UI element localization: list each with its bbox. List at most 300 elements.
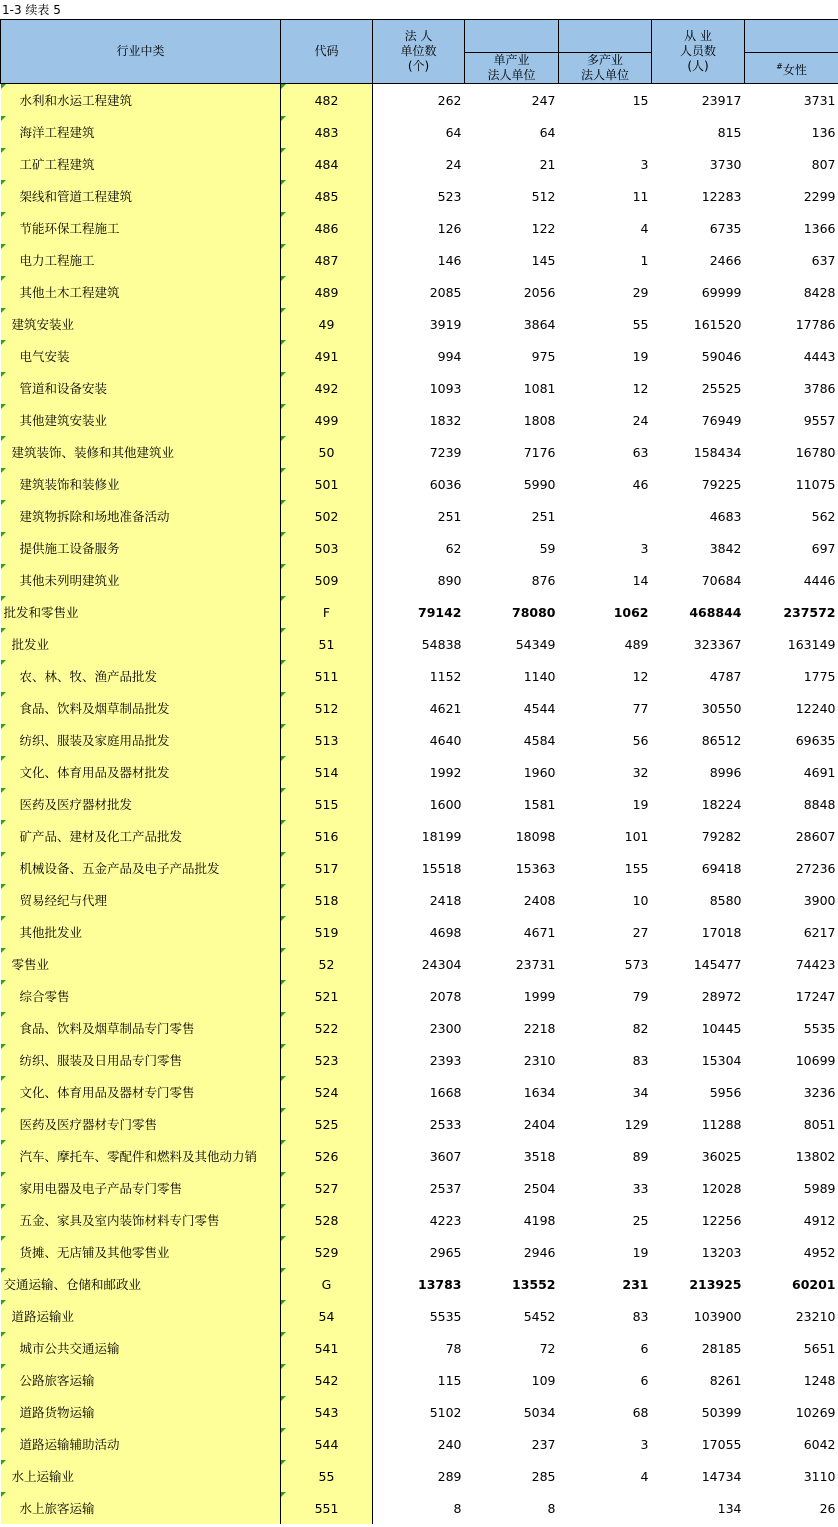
- single-industry-cell: 1081: [523, 380, 556, 396]
- table-row: [1, 628, 838, 660]
- employees-cell: 3730: [709, 156, 742, 172]
- single-industry-cell: 1808: [523, 412, 556, 428]
- industry-cell: [1, 84, 281, 117]
- industry-name: 食品、饮料及烟草制品批发: [19, 701, 170, 716]
- code-cell: 522: [281, 1012, 373, 1044]
- header-emp-line1: 从 业: [684, 29, 712, 43]
- legal-units-cell: 64: [445, 124, 462, 140]
- female-cell: 9557: [803, 412, 836, 428]
- single-industry-cell: 2408: [523, 892, 556, 908]
- employees-cell: 69418: [701, 860, 742, 876]
- single-industry-cell: 3518: [523, 1148, 556, 1164]
- employees-cell: 25525: [701, 380, 742, 396]
- code-cell: 524: [281, 1076, 373, 1108]
- table-row: [1, 1108, 838, 1140]
- female-cell: 4952: [803, 1244, 836, 1260]
- single-industry-cell: 1634: [523, 1084, 556, 1100]
- industry-name: 交通运输、仓储和邮政业: [3, 1277, 142, 1292]
- single-industry-cell: 876: [531, 572, 556, 588]
- code-cell: 50: [281, 436, 373, 468]
- industry-name: 综合零售: [19, 989, 70, 1004]
- industry-name: 架线和管道工程建筑: [19, 189, 133, 204]
- legal-units-cell: 2078: [429, 988, 462, 1004]
- industry-cell: [1, 564, 281, 596]
- multi-industry-cell: 19: [632, 1244, 649, 1260]
- female-cell: 12240: [795, 700, 836, 716]
- table-row: [1, 852, 838, 884]
- employees-cell: 17055: [701, 1436, 742, 1452]
- employees-cell: 2466: [709, 252, 742, 268]
- table-row: [1, 276, 838, 308]
- table-row: [1, 1364, 838, 1396]
- industry-name: 水利和水运工程建筑: [19, 93, 133, 108]
- multi-industry-cell: 25: [632, 1212, 649, 1228]
- employees-cell: 50399: [701, 1404, 742, 1420]
- single-industry-cell: 1960: [523, 764, 556, 780]
- code-cell: 514: [281, 756, 373, 788]
- industry-cell: [1, 628, 281, 660]
- table-row: [1, 308, 838, 340]
- female-cell: 17247: [795, 988, 836, 1004]
- code-cell: 544: [281, 1428, 373, 1460]
- industry-name: 医药及医疗器材专门零售: [19, 1117, 158, 1132]
- single-industry-cell: 7176: [523, 444, 556, 460]
- legal-units-cell: 4621: [429, 700, 462, 716]
- single-industry-cell: 2504: [523, 1180, 556, 1196]
- female-cell: 8051: [803, 1116, 836, 1132]
- table-row: [1, 564, 838, 596]
- multi-industry-cell: 11: [632, 188, 649, 204]
- statistics-table: [0, 19, 838, 1524]
- header-multi-line2: 法人单位: [580, 68, 629, 82]
- header-female: [745, 53, 838, 84]
- industry-cell: [1, 1172, 281, 1204]
- single-industry-cell: 5034: [523, 1404, 556, 1420]
- single-industry-cell: 2404: [523, 1116, 556, 1132]
- legal-units-cell: 54838: [421, 636, 462, 652]
- table-header: [1, 20, 838, 84]
- employees-cell: 158434: [693, 444, 742, 460]
- female-cell: 16780: [795, 444, 836, 460]
- employees-cell: 10445: [701, 1020, 742, 1036]
- female-cell: 3236: [803, 1084, 836, 1100]
- industry-name: 家用电器及电子产品专门零售: [19, 1181, 183, 1196]
- legal-units-cell: 1668: [429, 1084, 462, 1100]
- code-cell: 489: [281, 276, 373, 308]
- female-cell: 3786: [803, 380, 836, 396]
- code-cell: 511: [281, 660, 373, 692]
- employees-cell: 79225: [701, 476, 742, 492]
- single-industry-cell: 1999: [523, 988, 556, 1004]
- table-row: [1, 148, 838, 180]
- table-row: [1, 212, 838, 244]
- female-cell: 3731: [803, 92, 836, 108]
- single-industry-cell: 285: [531, 1468, 556, 1484]
- industry-cell: [1, 1396, 281, 1428]
- multi-industry-cell: 129: [624, 1116, 649, 1132]
- industry-cell: [1, 884, 281, 916]
- female-cell: 697: [811, 540, 836, 556]
- industry-name: 公路旅客运输: [19, 1373, 95, 1388]
- single-industry-cell: 122: [531, 220, 556, 236]
- table-row: [1, 692, 838, 724]
- code-cell: 484: [281, 148, 373, 180]
- legal-units-cell: 4698: [429, 924, 462, 940]
- industry-cell: [1, 692, 281, 724]
- industry-name: 建筑装饰、装修和其他建筑业: [11, 445, 175, 460]
- multi-industry-cell: [559, 1492, 652, 1524]
- industry-cell: [1, 916, 281, 948]
- code-cell: F: [281, 596, 373, 628]
- industry-cell: [1, 1204, 281, 1236]
- female-cell: 28607: [795, 828, 836, 844]
- table-row: [1, 980, 838, 1012]
- female-cell: 26: [819, 1500, 836, 1516]
- legal-units-cell: 289: [437, 1468, 462, 1484]
- employees-cell: 13203: [701, 1244, 742, 1260]
- table-row: [1, 468, 838, 500]
- legal-units-cell: 1600: [429, 796, 462, 812]
- employees-cell: 59046: [701, 348, 742, 364]
- code-cell: 525: [281, 1108, 373, 1140]
- legal-units-cell: 1832: [429, 412, 462, 428]
- table-row: [1, 948, 838, 980]
- industry-name: 五金、家具及室内装饰材料专门零售: [19, 1213, 220, 1228]
- multi-industry-cell: 63: [632, 444, 649, 460]
- employees-cell: 18224: [701, 796, 742, 812]
- multi-industry-cell: 3: [640, 156, 649, 172]
- employees-cell: 86512: [701, 732, 742, 748]
- code-cell: G: [281, 1268, 373, 1300]
- multi-industry-cell: 77: [632, 700, 649, 716]
- multi-industry-cell: 1062: [613, 604, 649, 620]
- table-row: [1, 1492, 838, 1524]
- legal-units-cell: 4223: [429, 1212, 462, 1228]
- industry-name: 矿产品、建材及化工产品批发: [19, 829, 183, 844]
- industry-cell: [1, 1012, 281, 1044]
- industry-cell: [1, 276, 281, 308]
- legal-units-cell: 3919: [429, 316, 462, 332]
- industry-cell: [1, 1492, 281, 1524]
- multi-industry-cell: 10: [632, 892, 649, 908]
- female-cell: 562: [811, 508, 836, 524]
- single-industry-cell: 21: [539, 156, 556, 172]
- female-cell: 807: [811, 156, 836, 172]
- single-industry-cell: 59: [539, 540, 556, 556]
- employees-cell: 28972: [701, 988, 742, 1004]
- table-row: [1, 1332, 838, 1364]
- table-row: [1, 756, 838, 788]
- industry-name: 零售业: [11, 957, 50, 972]
- multi-industry-cell: 29: [632, 284, 649, 300]
- code-cell: 487: [281, 244, 373, 276]
- code-cell: 51: [281, 628, 373, 660]
- industry-cell: [1, 660, 281, 692]
- employees-cell: 36025: [701, 1148, 742, 1164]
- multi-industry-cell: 4: [640, 1468, 649, 1484]
- single-industry-cell: 1581: [523, 796, 556, 812]
- legal-units-cell: 1093: [429, 380, 462, 396]
- legal-units-cell: 890: [437, 572, 462, 588]
- industry-name: 建筑装饰和装修业: [19, 477, 120, 492]
- multi-industry-cell: 573: [624, 956, 649, 972]
- table-row: [1, 1140, 838, 1172]
- female-cell: 637: [811, 252, 836, 268]
- employees-cell: 213925: [689, 1276, 742, 1292]
- industry-cell: [1, 596, 281, 628]
- employees-cell: 14734: [701, 1468, 742, 1484]
- industry-cell: [1, 1236, 281, 1268]
- industry-cell: [1, 788, 281, 820]
- table-row: [1, 596, 838, 628]
- table-row: [1, 116, 838, 148]
- code-cell: 491: [281, 340, 373, 372]
- single-industry-cell: 512: [531, 188, 556, 204]
- legal-units-cell: 18199: [421, 828, 462, 844]
- employees-cell: 76949: [701, 412, 742, 428]
- table-row: [1, 1428, 838, 1460]
- single-industry-cell: 5452: [523, 1308, 556, 1324]
- table-row: [1, 404, 838, 436]
- industry-name: 建筑安装业: [11, 317, 75, 332]
- employees-cell: 12283: [701, 188, 742, 204]
- multi-industry-cell: 3: [640, 540, 649, 556]
- employees-cell: 815: [717, 124, 742, 140]
- industry-name: 电气安装: [19, 349, 70, 364]
- header-female-label: 女性: [782, 62, 807, 77]
- single-industry-cell: 54349: [515, 636, 556, 652]
- industry-cell: [1, 500, 281, 532]
- multi-industry-cell: 6: [640, 1340, 649, 1356]
- employees-cell: 161520: [693, 316, 742, 332]
- employees-cell: 28185: [701, 1340, 742, 1356]
- single-industry-cell: 1140: [523, 668, 556, 684]
- code-cell: 517: [281, 852, 373, 884]
- single-industry-cell: 251: [531, 508, 556, 524]
- industry-cell: [1, 1268, 281, 1300]
- table-row: [1, 884, 838, 916]
- female-cell: 4446: [803, 572, 836, 588]
- table-row: [1, 1012, 838, 1044]
- industry-name: 道路运输辅助活动: [19, 1437, 120, 1452]
- female-cell: 5535: [803, 1020, 836, 1036]
- female-cell: 237572: [783, 604, 836, 620]
- single-industry-cell: 4544: [523, 700, 556, 716]
- table-row: [1, 1204, 838, 1236]
- industry-name: 节能环保工程施工: [19, 221, 120, 236]
- industry-cell: [1, 1460, 281, 1492]
- header-single-industry: [465, 53, 559, 84]
- multi-industry-cell: 32: [632, 764, 649, 780]
- single-industry-cell: 2946: [523, 1244, 556, 1260]
- multi-industry-cell: 1: [640, 252, 649, 268]
- female-cell: 10269: [795, 1404, 836, 1420]
- employees-cell: 3842: [709, 540, 742, 556]
- employees-cell: 23917: [701, 92, 742, 108]
- industry-name: 食品、饮料及烟草制品专门零售: [19, 1021, 195, 1036]
- single-industry-cell: 2056: [523, 284, 556, 300]
- code-cell: 486: [281, 212, 373, 244]
- industry-name: 纺织、服装及家庭用品批发: [19, 733, 170, 748]
- multi-industry-cell: 15: [632, 92, 649, 108]
- header-legal-line2: 单位数: [400, 44, 437, 58]
- multi-industry-cell: 68: [632, 1404, 649, 1420]
- code-cell: 482: [281, 84, 373, 117]
- code-cell: 513: [281, 724, 373, 756]
- industry-cell: [1, 468, 281, 500]
- table-row: [1, 724, 838, 756]
- single-industry-cell: 975: [531, 348, 556, 364]
- female-cell: 136: [811, 124, 836, 140]
- employees-cell: 79282: [701, 828, 742, 844]
- employees-cell: 70684: [701, 572, 742, 588]
- code-cell: 551: [281, 1492, 373, 1524]
- code-cell: 515: [281, 788, 373, 820]
- table-row: [1, 436, 838, 468]
- code-cell: 527: [281, 1172, 373, 1204]
- table-row: [1, 788, 838, 820]
- industry-cell: [1, 820, 281, 852]
- multi-industry-cell: 3: [640, 1436, 649, 1452]
- code-cell: 529: [281, 1236, 373, 1268]
- single-industry-cell: 78080: [512, 604, 556, 620]
- code-cell: 492: [281, 372, 373, 404]
- single-industry-cell: 4671: [523, 924, 556, 940]
- female-cell: 3900: [803, 892, 836, 908]
- table-row: [1, 244, 838, 276]
- table-row: [1, 372, 838, 404]
- legal-units-cell: 994: [437, 348, 462, 364]
- code-cell: 512: [281, 692, 373, 724]
- employees-cell: 5956: [709, 1084, 742, 1100]
- industry-cell: [1, 1044, 281, 1076]
- table-row: [1, 916, 838, 948]
- employees-cell: 69999: [701, 284, 742, 300]
- female-cell: 17786: [795, 316, 836, 332]
- multi-industry-cell: 6: [640, 1372, 649, 1388]
- industry-name: 文化、体育用品及器材专门零售: [19, 1085, 195, 1100]
- legal-units-cell: 62: [445, 540, 462, 556]
- header-legal-spacer-a: [465, 20, 559, 53]
- industry-name: 其他批发业: [19, 925, 83, 940]
- legal-units-cell: 8: [453, 1500, 462, 1516]
- female-cell: 1366: [803, 220, 836, 236]
- table-body: [1, 84, 838, 1525]
- code-cell: 49: [281, 308, 373, 340]
- single-industry-cell: 64: [539, 124, 556, 140]
- industry-cell: [1, 340, 281, 372]
- table-row: [1, 1300, 838, 1332]
- single-industry-cell: 109: [531, 1372, 556, 1388]
- single-industry-cell: 2310: [523, 1052, 556, 1068]
- multi-industry-cell: 101: [624, 828, 649, 844]
- table-row: [1, 1460, 838, 1492]
- multi-industry-cell: 12: [632, 380, 649, 396]
- single-industry-cell: 145: [531, 252, 556, 268]
- employees-cell: 323367: [693, 636, 742, 652]
- female-cell: 1248: [803, 1372, 836, 1388]
- code-cell: 52: [281, 948, 373, 980]
- table-row: [1, 1268, 838, 1300]
- table-caption: 1-3 续表 5: [2, 3, 61, 17]
- multi-industry-cell: [559, 116, 652, 148]
- multi-industry-cell: 79: [632, 988, 649, 1004]
- industry-cell: [1, 532, 281, 564]
- legal-units-cell: 240: [437, 1436, 462, 1452]
- table-row: [1, 1396, 838, 1428]
- female-cell: 11075: [795, 476, 836, 492]
- table-row: [1, 660, 838, 692]
- industry-cell: [1, 1364, 281, 1396]
- multi-industry-cell: 56: [632, 732, 649, 748]
- single-industry-cell: 4198: [523, 1212, 556, 1228]
- legal-units-cell: 78: [445, 1340, 462, 1356]
- industry-cell: [1, 308, 281, 340]
- legal-units-cell: 251: [437, 508, 462, 524]
- female-cell: 8428: [803, 284, 836, 300]
- table-row: [1, 500, 838, 532]
- multi-industry-cell: 231: [622, 1276, 649, 1292]
- industry-cell: [1, 436, 281, 468]
- legal-units-cell: 1152: [429, 668, 462, 684]
- industry-cell: [1, 724, 281, 756]
- header-legal-line3: (个): [407, 59, 430, 73]
- code-cell: 503: [281, 532, 373, 564]
- header-emp-spacer: [745, 20, 838, 53]
- industry-cell: [1, 1108, 281, 1140]
- industry-cell: [1, 1300, 281, 1332]
- industry-name: 其他未列明建筑业: [19, 573, 120, 588]
- industry-cell: [1, 980, 281, 1012]
- code-cell: 499: [281, 404, 373, 436]
- multi-industry-cell: 83: [632, 1052, 649, 1068]
- legal-units-cell: 2393: [429, 1052, 462, 1068]
- female-cell: 3110: [803, 1468, 836, 1484]
- header-multi-industry: [559, 53, 652, 84]
- legal-units-cell: 7239: [429, 444, 462, 460]
- multi-industry-cell: 27: [632, 924, 649, 940]
- single-industry-cell: 2218: [523, 1020, 556, 1036]
- multi-industry-cell: 19: [632, 348, 649, 364]
- code-cell: 541: [281, 1332, 373, 1364]
- legal-units-cell: 262: [437, 92, 462, 108]
- legal-units-cell: 523: [437, 188, 462, 204]
- multi-industry-cell: 489: [624, 636, 649, 652]
- code-cell: 485: [281, 180, 373, 212]
- employees-cell: 468844: [689, 604, 742, 620]
- female-cell: 2299: [803, 188, 836, 204]
- employees-cell: 12256: [701, 1212, 742, 1228]
- industry-cell: [1, 116, 281, 148]
- female-cell: 1775: [803, 668, 836, 684]
- industry-name: 道路运输业: [11, 1309, 75, 1324]
- code-cell: 528: [281, 1204, 373, 1236]
- multi-industry-cell: 83: [632, 1308, 649, 1324]
- female-cell: 6217: [803, 924, 836, 940]
- employees-cell: 6735: [709, 220, 742, 236]
- industry-name: 贸易经纪与代理: [19, 893, 108, 908]
- multi-industry-cell: 46: [632, 476, 649, 492]
- female-cell: 69635: [795, 732, 836, 748]
- industry-cell: [1, 1140, 281, 1172]
- table-row: [1, 180, 838, 212]
- industry-name: 工矿工程建筑: [19, 157, 95, 172]
- legal-units-cell: 4640: [429, 732, 462, 748]
- single-industry-cell: 72: [539, 1340, 556, 1356]
- multi-industry-cell: [559, 500, 652, 532]
- header-emp-line2: 人员数: [679, 44, 716, 58]
- code-cell: 502: [281, 500, 373, 532]
